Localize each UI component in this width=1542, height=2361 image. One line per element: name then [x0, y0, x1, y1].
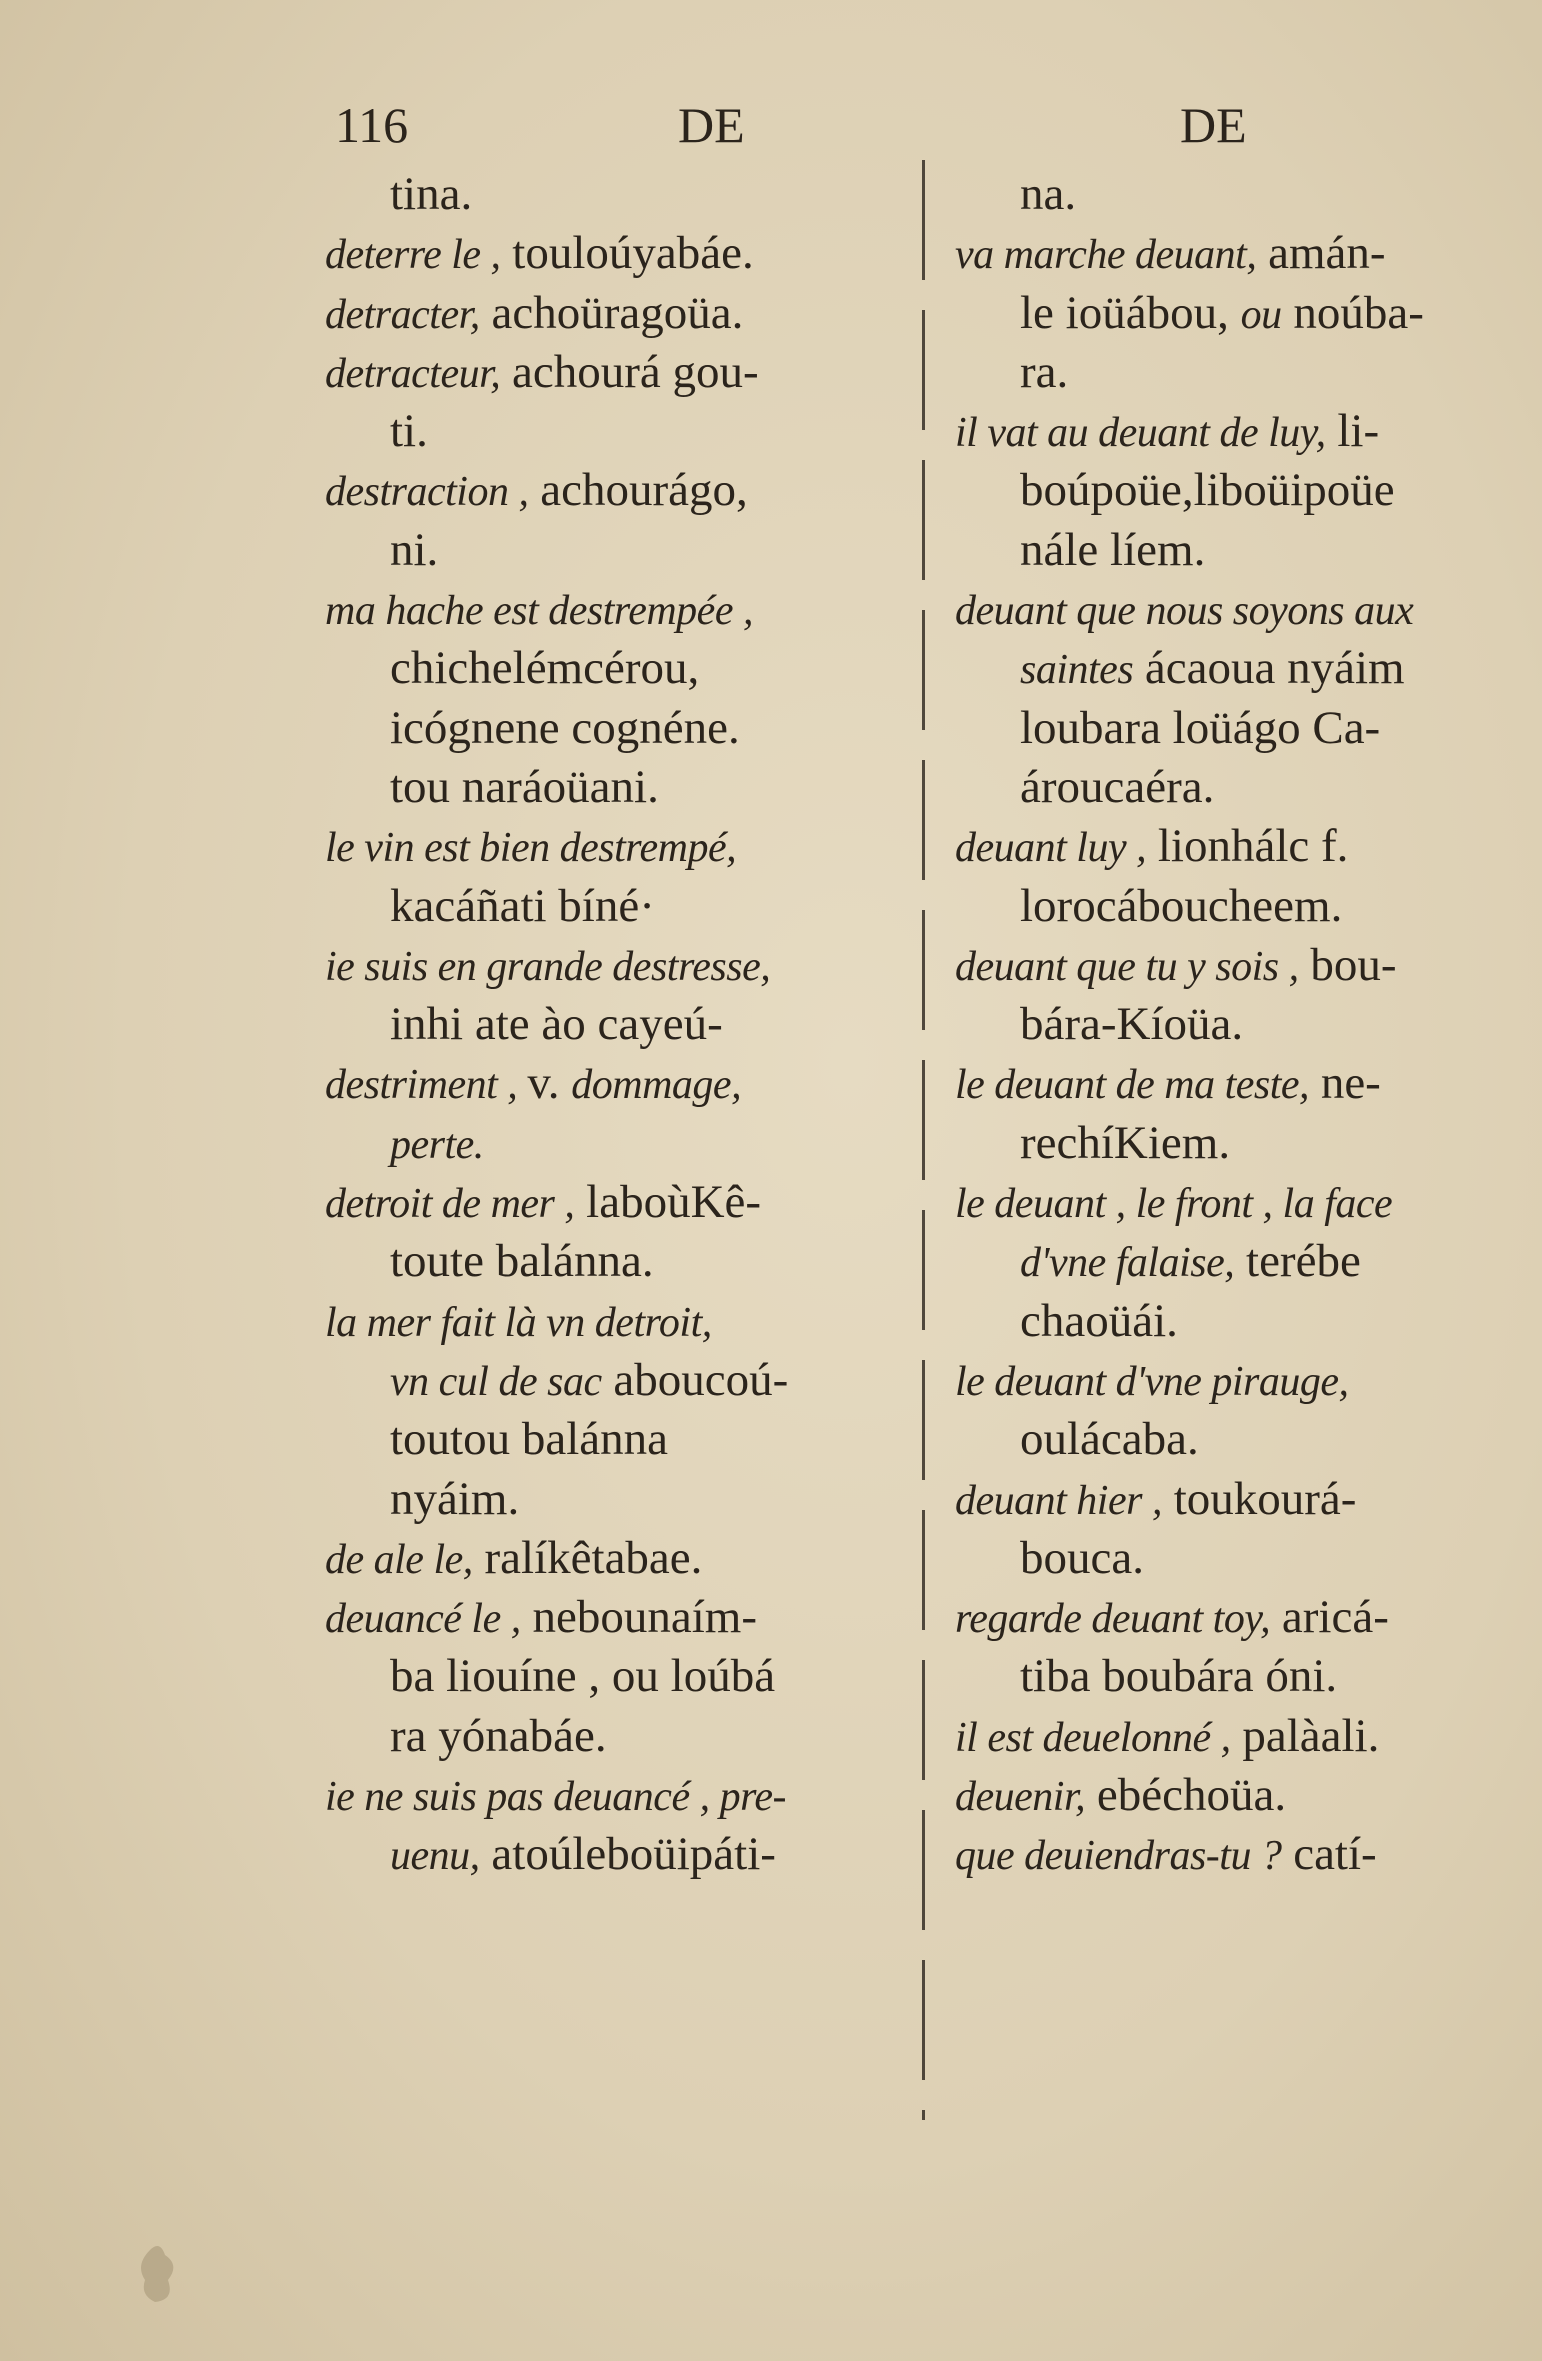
translation-text: boúpoüe,liboüipoüe	[1020, 464, 1395, 517]
dictionary-line	[325, 1114, 915, 1173]
dictionary-line	[955, 521, 1542, 580]
french-headword: regarde deuant toy,	[955, 1596, 1271, 1643]
translation-text: v.	[527, 1057, 572, 1110]
dictionary-line	[955, 1292, 1542, 1351]
translation-text: ni.	[390, 523, 439, 576]
translation-text: catí-	[1281, 1828, 1377, 1881]
translation-text: laboùKê-	[574, 1176, 762, 1229]
dictionary-line	[325, 1054, 915, 1113]
dictionary-line	[325, 165, 915, 224]
french-headword: uenu,	[390, 1833, 480, 1880]
dictionary-line	[325, 580, 915, 639]
ink-stain-mark	[130, 2240, 190, 2310]
translation-text: ralíkêtabae.	[472, 1531, 703, 1584]
translation-text: atoúleboüipáti-	[479, 1828, 776, 1881]
french-headword: ie ne suis pas deuancé , pre-	[325, 1774, 786, 1821]
page-number: 116	[335, 97, 409, 153]
french-headword: destraction ,	[325, 469, 529, 516]
translation-text: achourágo,	[528, 464, 748, 517]
french-headword: deuant luy ,	[955, 825, 1147, 872]
translation-text: nyáim.	[390, 1472, 520, 1525]
right-column-heading: DE	[1180, 97, 1247, 153]
dictionary-line	[955, 817, 1542, 876]
dictionary-line	[955, 461, 1542, 520]
french-headword: destriment ,	[325, 1062, 528, 1109]
translation-text: inhi ate ào cayeú-	[390, 998, 723, 1051]
left-dictionary-column	[325, 165, 915, 1885]
french-headword: detroit de mer ,	[325, 1181, 575, 1228]
dictionary-line	[325, 224, 915, 283]
french-headword: deuant hier ,	[955, 1477, 1162, 1524]
translation-text: toutou balánna	[390, 1413, 669, 1466]
dictionary-line	[325, 936, 915, 995]
french-headword: il est deuelonné ,	[955, 1714, 1231, 1761]
dictionary-line	[955, 1588, 1542, 1647]
translation-text: ároucaéra.	[1020, 760, 1215, 813]
dictionary-line	[325, 284, 915, 343]
translation-text: aricá-	[1270, 1591, 1389, 1644]
translation-text: kacáñati bíné·	[390, 879, 655, 932]
dictionary-line	[955, 580, 1542, 639]
french-headword: dommage,	[571, 1062, 742, 1109]
translation-text: amán-	[1256, 227, 1386, 280]
dictionary-line	[955, 284, 1542, 343]
dictionary-line	[955, 1232, 1542, 1291]
translation-text: noúba-	[1281, 286, 1424, 339]
translation-text: ne-	[1309, 1057, 1381, 1110]
french-headword: le deuant d'vne pirauge,	[955, 1358, 1349, 1405]
translation-text: ácaoua nyáim	[1133, 642, 1405, 695]
translation-text: tiba boubára óni.	[1020, 1650, 1338, 1703]
french-headword: de ale le,	[325, 1536, 473, 1583]
translation-text: nále líem.	[1020, 523, 1206, 576]
dictionary-line	[955, 1825, 1542, 1884]
french-headword: le deuant , le front , la face	[955, 1181, 1393, 1228]
translation-text: li-	[1325, 405, 1380, 458]
french-headword: deterre le ,	[325, 232, 501, 279]
french-headword: d'vne falaise,	[1020, 1240, 1235, 1287]
translation-text: ra yónabáe.	[390, 1709, 607, 1762]
dictionary-line	[955, 1173, 1542, 1232]
translation-text: touloúyabáe.	[500, 227, 754, 280]
french-headword: va marche deuant,	[955, 232, 1257, 279]
translation-text: bára-Kíoüa.	[1020, 998, 1244, 1051]
running-header	[0, 96, 1542, 166]
dictionary-line	[325, 343, 915, 402]
dictionary-line	[955, 877, 1542, 936]
translation-text: terébe	[1234, 1235, 1361, 1288]
dictionary-line	[955, 699, 1542, 758]
translation-text: chaoüái.	[1020, 1294, 1178, 1347]
translation-text: loubara loüágo Ca-	[1020, 701, 1381, 754]
translation-text: ebéchoüa.	[1085, 1769, 1287, 1822]
translation-text: tou naráoüani.	[390, 760, 659, 813]
dictionary-line	[955, 1351, 1542, 1410]
dictionary-line	[325, 1351, 915, 1410]
dictionary-line	[325, 1766, 915, 1825]
dictionary-line	[955, 1470, 1542, 1529]
dictionary-line	[325, 639, 915, 698]
dictionary-line	[955, 995, 1542, 1054]
dictionary-line	[955, 1114, 1542, 1173]
dictionary-line	[325, 1470, 915, 1529]
translation-text: achoüragoüa.	[479, 286, 744, 339]
translation-text: na.	[1020, 168, 1077, 220]
translation-text: ti.	[390, 405, 428, 458]
dictionary-line	[955, 1647, 1542, 1706]
translation-text: palàali.	[1230, 1709, 1380, 1762]
dictionary-line	[325, 521, 915, 580]
french-headword: il vat au deuant de luy,	[955, 410, 1326, 457]
french-headword: ou	[1240, 291, 1282, 338]
dictionary-line	[325, 1825, 915, 1884]
dictionary-line	[955, 1529, 1542, 1588]
french-headword: detracteur,	[325, 350, 501, 397]
translation-text: aboucoú-	[601, 1353, 789, 1406]
french-headword: deuancé le ,	[325, 1596, 521, 1643]
translation-text: lionhálc f.	[1146, 820, 1349, 873]
french-headword: saintes	[1020, 647, 1134, 694]
dictionary-line	[955, 165, 1542, 224]
column-divider-rule	[922, 160, 925, 2120]
translation-text: ra.	[1020, 345, 1069, 398]
dictionary-line	[955, 1707, 1542, 1766]
french-headword: detracter,	[325, 291, 480, 338]
french-headword: deuant que nous soyons aux	[955, 588, 1414, 635]
translation-text: chichelémcérou,	[390, 642, 700, 695]
french-headword: deuenir,	[955, 1774, 1086, 1821]
right-dictionary-column	[955, 165, 1542, 1885]
french-headword: la mer fait là vn detroit,	[325, 1299, 712, 1346]
dictionary-line	[325, 1232, 915, 1291]
translation-text: bouca.	[1020, 1531, 1144, 1584]
dictionary-line	[325, 1647, 915, 1706]
french-headword: que deuiendras-tu ?	[955, 1833, 1282, 1880]
dictionary-line	[955, 758, 1542, 817]
dictionary-line	[325, 461, 915, 520]
translation-text: lorocáboucheem.	[1020, 879, 1343, 932]
dictionary-line	[955, 402, 1542, 461]
french-headword: ma hache est destrempée ,	[325, 588, 753, 635]
dictionary-line	[955, 1054, 1542, 1113]
dictionary-line	[325, 402, 915, 461]
translation-text: toukourá-	[1161, 1472, 1357, 1525]
dictionary-line	[325, 1707, 915, 1766]
french-headword: deuant que tu y sois ,	[955, 943, 1299, 990]
dictionary-line	[955, 936, 1542, 995]
french-headword: le deuant de ma teste,	[955, 1062, 1310, 1109]
translation-text: bou-	[1298, 938, 1397, 991]
dictionary-line	[325, 1292, 915, 1351]
translation-text: ba liouíne , ou loúbá	[390, 1650, 776, 1703]
left-column-heading: DE	[678, 97, 745, 153]
french-headword: perte.	[390, 1121, 484, 1168]
dictionary-line	[325, 1173, 915, 1232]
translation-text: le ioüábou,	[1020, 286, 1241, 339]
dictionary-line	[325, 699, 915, 758]
dictionary-line	[325, 1588, 915, 1647]
dictionary-line	[325, 1529, 915, 1588]
french-headword: vn cul de sac	[390, 1358, 602, 1405]
translation-text: achourá gou-	[500, 345, 759, 398]
french-headword: ie suis en grande destresse,	[325, 943, 771, 990]
translation-text: icógnene cognéne.	[390, 701, 740, 754]
dictionary-line	[325, 1410, 915, 1469]
dictionary-line	[955, 1766, 1542, 1825]
translation-text: rechíKiem.	[1020, 1116, 1231, 1169]
dictionary-line	[325, 758, 915, 817]
translation-text: oulácaba.	[1020, 1413, 1199, 1466]
dictionary-line	[325, 877, 915, 936]
translation-text: toute balánna.	[390, 1235, 654, 1288]
dictionary-line	[325, 817, 915, 876]
dictionary-line	[955, 639, 1542, 698]
french-headword: le vin est bien destrempé,	[325, 825, 737, 872]
dictionary-line	[955, 1410, 1542, 1469]
translation-text: tina.	[390, 168, 473, 220]
dictionary-line	[955, 224, 1542, 283]
translation-text: nebounaím-	[520, 1591, 757, 1644]
dictionary-line	[325, 995, 915, 1054]
dictionary-line	[955, 343, 1542, 402]
